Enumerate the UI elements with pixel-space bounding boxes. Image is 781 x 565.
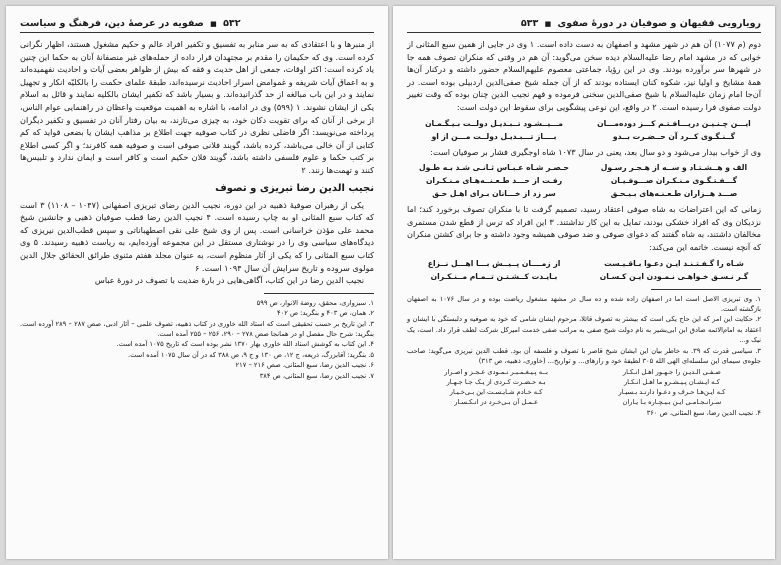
hemistich: مـــیــشـود تــبـدیـل دولــت بـیـگـمـان <box>425 118 563 128</box>
page-header-right <box>407 16 761 33</box>
poem-block <box>411 257 757 283</box>
hemistich: بـایـدت کــشـتـن تــمـام مــنـکـران <box>430 271 558 281</box>
hemistich: گـــفـتـگـوی مـنـکـران صـــوفـیـان <box>610 176 738 186</box>
hemistich: سـرانـجـامـی ایـن بـیـچـاره بـا یـاران <box>622 398 722 407</box>
hemistich: بـه حـضـرت کـردی از یـک جـا جـهـار <box>446 378 546 387</box>
footnote-divider <box>264 293 374 294</box>
poem-verse <box>411 270 757 283</box>
footnote: ۲. همان، ص ۴۰۳ و بنگرید: ص ۴۰۲ <box>277 309 374 318</box>
hemistich: بــــاز تـــبـدیـل دولــت مـــن از او <box>431 131 557 141</box>
section-heading: نجیب الدین رضا تبریزی و تصوف <box>215 182 374 194</box>
footnote: ۱. سبزواری، محقق، روضة الانوار، ص ۵۹۹ <box>256 298 374 307</box>
footnote: ۳. این تاریخ بر حسب تحقیقی است که استاد الله خاوری در کتاب ذهبیه، تصوف علمی – آثار ادبی، صص ۲۸۷ – ۲۸۹ آورده است. بنگرید: شرح حال مفصل او در همانجا صص ۲۷۸ – ۲۹۰، ۲۵۶ – ۲۵۵ آمده است. <box>20 319 374 338</box>
footnotes <box>407 294 761 419</box>
footnote: ۴. نجیب الدین رضا، سبع المثانی، ص ۳۶۰ <box>646 409 761 418</box>
running-title-text: رویارویی فقیهان و صوفیان در دورهٔ صفوی <box>557 17 761 29</box>
running-title-text: صفویه در عرصهٔ دین، فرهنگ و سیاست <box>20 17 204 29</box>
right-page-content <box>407 16 761 553</box>
footnote-divider <box>651 289 761 290</box>
page-header-left <box>20 16 374 33</box>
hemistich: کـه ایـن‌هـا حـرف و دعـوا دارنـد بـسیـار <box>618 388 726 397</box>
poem-block <box>411 117 757 143</box>
poem-verse <box>411 130 757 143</box>
footnote: ۴. این کتاب به کوشش استاد الله خاوری بهار ۱۳۷۰ نشر بوده است که تاریخ ۱۰۷۵ آمده است. <box>116 340 374 349</box>
hemistich: عـمـل آن بـی‌خـرد در انـکـسـار <box>454 398 539 407</box>
hemistich: سر زد از خـــانان بـرای اهـل حـق <box>432 189 556 199</box>
left-page <box>6 6 388 559</box>
right-page <box>393 6 775 559</box>
separator-square-icon: ■ <box>210 19 217 28</box>
footnote: ۵. بنگرید: آقابزرگ، ذریعه، ج ۱۲، ص ۱۳۰ و ج ۹، ص ۳۸۸ که در آن سال ۱۰۷۵ آمده است. <box>127 350 374 359</box>
hemistich: صـفـی الـدیـن را جـهـور اهـل انـکـار <box>622 368 721 377</box>
hemistich: صـــد هــزاران طـعـنـه‌های بـیـحـق <box>610 189 738 199</box>
hemistich: رفـت از حـــد طـعـنــه‌هـای مـنـکـران <box>425 176 563 186</box>
footnote: ۱. وی تبریزی الاصل است اما در اصفهان زاده شده و ده سال در مشهد مشغول ریاضت بوده و در سال ۱۰۷۶ به اصفهان بازگشته است. <box>407 294 761 313</box>
left-page-content <box>20 16 374 553</box>
page-number: ۵۳۳ <box>520 17 539 29</box>
separator-square-icon: ■ <box>544 19 552 28</box>
hemistich: گــنـگـوی کــرد آن حــضـرت بــدو <box>612 131 736 141</box>
hemistich: بــه پـیـغـمـبـر نـمـودی عـجـز و اصـرار <box>444 368 548 377</box>
hemistich: الف و هــشـتـاد و ســه از هـجـر رسـول <box>600 163 748 173</box>
hemistich: کـه خـادم شـایـسـت این بـی‌خـیـار <box>449 388 543 397</box>
footnote-poem <box>415 367 753 407</box>
poem-verse <box>411 117 757 130</box>
hemistich: حـصـر شـاه عـبـاس ثـانـی شـد بـه طـول <box>419 163 570 173</box>
hemistich: شـاه را گـفـتـنـد ایـن دعـوا بـاقـیـست <box>604 258 744 268</box>
poem-verse <box>415 397 753 407</box>
hemistich: گـر نـسـق خـواهـی نـمـودن ایـن کـسـان <box>599 271 749 281</box>
body-paragraph: زمانی که این اعتراضات به شاه صوفی اعتقاد رسید، تصمیم گرفت تا با منکران تصوف برخورد کند؛ اما نزدیکان وی که افراد خشکی بودند، تمایل به این کار نداشتند. ۳ این افراد که ترس از قطع شدن مستمری مخالفان داشتند، به شاه گفتند که دعوای صوفی و ضد صوفی همیشه وجود داشته و جا برای کشتن منکران که آنچه نیست. خاتمه این می‌کند: <box>407 204 761 252</box>
footnote: ۶. نجیب الدین رضا، سبع المثانی، صص ۲۱۶ – ۲۱۷ <box>235 361 374 370</box>
footnote: ۳. سیاسی قدرت که ۳۹. به خاطر بیان این ایشان شیخ قاصر با تصوف و فلسفه آن بود. قطب الدین نیریزی می‌گوید: صاحب جلوه‌ی سیمای این سلسله‌ای الهی الله ۳۰۵ لطیفهٔ خود و رازهای... و تواریخ... (خاوری، ذهبیه، ص ۳۱۳) <box>407 346 762 365</box>
page-number: ۵۳۲ <box>223 17 241 29</box>
poem-verse <box>411 257 757 270</box>
footnote: ۲. حکایت این امر که این حاج یکی است که بیشتر به تصوف قائلا، مرحوم ایشان شامی که خود به صوفیه و دلبستگی با ایشان و اعتقاد به امام‌الائمه صادق ابن ابی‌بشیر به نام دولت شیخ صفی به مراتب صفی خدمت امیرکل شرکت لطف قرار داد. است، یک نیک و... <box>407 315 761 345</box>
hemistich: از زمــــان پــیــش بـــا اهـــل نــزاع <box>427 258 561 268</box>
poem-verse <box>411 174 757 187</box>
poem-verse <box>415 387 753 397</box>
poem-verse <box>411 161 757 174</box>
hemistich: ایـــن چـنـیـن دریـــافـتـم کـــز دوده‌مـــان <box>597 118 751 128</box>
footnote: ۷. نجیب الدین رضا، سبع المثانی، ص ۳۸۴ <box>259 371 374 380</box>
body-paragraph: از منبرها و با اعتقادی که به سر منابر به تفسیق و تکفیر افراد عالم و حکیم مشغول هستند، اظهار نگرانی کرده است. وی که حکیمان را مقدم بر مجتهدان قرار داده از حمله‌های غیر منصفانهٔ آنان به حکما این چنین یاد کرده است: اکثر اوقات، جمعی از اهل حدیث و فقه که بیش از ظواهر بعضی آیات و احادیث نفهمیده‌اند و به اعماق آیات شریفه و غموامض اسرار احادیث نرسیده‌اند، طبقهٔ علمای حکمت را بالکلیّه انکار و تجهیل نمایند و در این باب مبالغه از حد گذرانیده‌اند. و بسیار باشد که تکفیر ایشان بالکلیه نمایند و قائل به اسلام یکی از ایشان نشوند. ۱ (۵۹۹) وی در ادامه، با اشاره به اهمیت موقعیت واعظان در راهنمایی عوام الناس، از برخی از آنان که برای تقویت دکان خود، به چیزی می‌تازند، به بیان رفتار آنان در تفسیق و تکفیر دیگران پرداخته می‌نویسد: اگر فاضلی نظری در کتاب صوفیه جهت اطلاع بر مذاهب ایشان یا بضعی فواید که کم کتابی از آن خالی می‌باشد، کرده باشد، گویند فلانی صوفی است و صوفیه همه کافرند؛ و اگر کسی اطلاع بر کتب حکما و علوم فلسفی داشته باشد، گویند فلان حکیم است و کافر است و ایمان ندارد و تلبیس‌ها کنند و تهمت‌ها زنند. ۲ <box>20 39 374 175</box>
body-paragraph: دوم (م ۱۰۷۷) آن هم در شهر مشهد و اصفهان به دست داده است. ۱ وی در جایی از همین سبع المثانی از خوابی که در مشهد امام رضا علیه‌السلام دیده سخن می‌گوید: آن هم در وقتی که منکران تصوف همه جا در شهرها سر برآورده بودند. وی در این رؤیا، جماعتی معصوم علیهم‌السلام حضور داشته و درکنار آن‌ها همهٔ مشایخ و اولیا نیز، شکوه کنان ایستاده بودند که از آن جمله شیخ صفی‌الدین اردبیلی بوده است. در آن‌جا امام زمان علیه‌السلام با شیخ صفی‌الدین سخنی فرموده و فهم نجیب الدین چنان بوده که وقت تغییر دولت صفوی فرا رسیده است. ۲ در واقع، این نوعی پیشگویی برای سقوط این دولت است: <box>407 39 761 112</box>
body-paragraph: نجیب الدین رضا در این کتاب، آگاهی‌هایی در بارهٔ ضدیت با تصوف در دورهٔ عباس <box>94 275 364 286</box>
running-title <box>20 18 241 29</box>
poem-verse <box>415 367 753 377</box>
body-paragraph: یکی از رهبران صوفیهٔ ذهبیه در این دوره، نجیب الدین رضای تبریزی اصفهانی (۱۰۴۷ – ۱۱۰۸) ۳ است که کتاب سبع المثانی او به چاپ رسیده است. ۴ نجیب الدین رضا قطب صوفیان ذهبی و جانشین شیخ محمد علی مؤذن خراسانی است. پس از وی شیخ علی نقی اصطهباناتی و سپس قطب‌الدین نیریزی که دیدگاه‌های سیاسی وی را در نوشتاری مستقل در این مجموعه آورده‌ایم، به ریاست ذهبیه رسیدند. ۵ وی کتاب سبع المثانی را که یکی از آثار منظوم است، به عنوان مجلد هفتم مثنوی طرائق الحقائق جلال الدین مولوی سروده و تاریخ سرایش آن سال ۱۰۹۴ است. ۶ <box>20 199 375 273</box>
footnotes <box>20 298 374 381</box>
poem-verse <box>415 377 753 387</box>
running-title <box>521 18 761 29</box>
poem-block <box>411 161 757 200</box>
hemistich: کـه ایـشـان پـیـشـرو ما اهـل انـکـار <box>623 378 720 387</box>
poem-verse <box>411 187 757 200</box>
body-paragraph: وی از خواب بیدار می‌شود و دو سال بعد، یعنی در سال ۱۰۷۳ شاه اوجگیری فشار بر صوفیان است: <box>430 146 761 157</box>
